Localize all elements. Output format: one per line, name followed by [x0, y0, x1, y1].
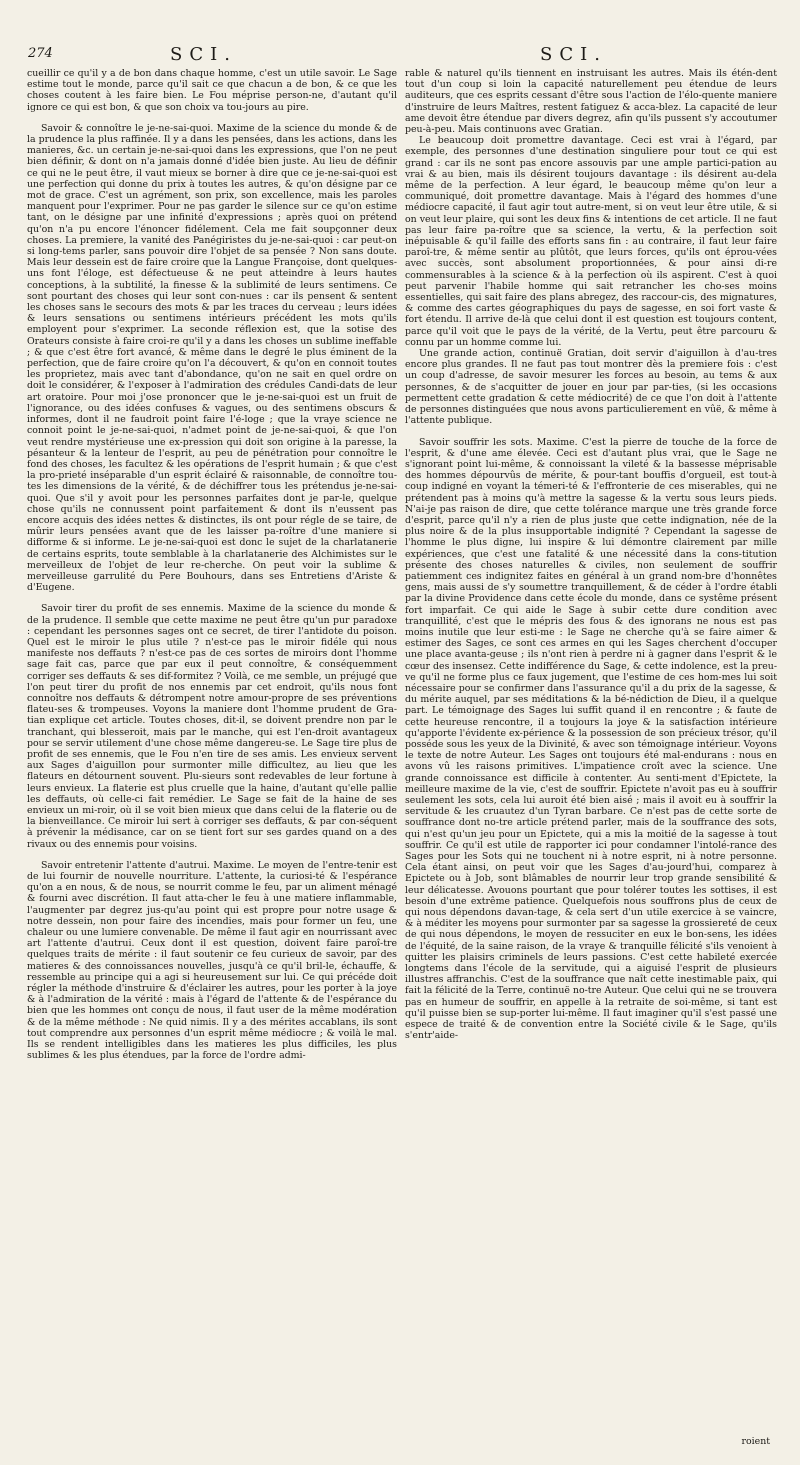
paragraph: Savoir entretenir l'attente d'autrui. Maxime. Le moyen de l'entre-tenir est de lui fournir de nouvelle nourriture. L'attente, la curiosi-té & l'espérance qu'on a en nous, & de nous, se nourrit comme le feu, par un aliment ménagé & fourni avec discrétion. Il faut atta-cher le feu à une matiere inflammable, l'augmenter par degrez jus-qu'au point qui est propre pour notre usage & notre dessein, non pour faire des incendies, mais pour former un feu, une chaleur ou une lumiere convenable. De même il faut agir en nourrissant avec art l'attente d'autrui. Ceux dont il est question, doivent faire paroî-tre quelques traits de mérite : il faut soutenir ce feu curieux de savoir, par des matieres & des connoissances nouvelles, jusqu'à ce qu'il bril-le, échauffe, & ressemble au principe qui a agi si heureusement sur lui. Ce qui précéde doit régler la méthode d'instruire & d'éclairer les autres, pour les porter à la joye & à l'admiration de la vérité : mais à l'égard de l'attente & de l'espérance du bien que les hommes ont conçu de nous, il faut user de la même modération & de la même méthode : Ne quid nimis. Il y a des mérites accablans, ils sont tout comprendre aux personnes d'un esprit même médiocre ; & voilà le mal. Ils se rendent intelligibles dans les matieres les plus difficiles, les plus sublimes & les plus étendues, par la force de l'ordre admi- [27, 859, 397, 1062]
right-column [405, 68, 777, 1446]
paragraph: rable & naturel qu'ils tiennent en instruisant les autres. Mais ils étén-dent tout d'un coup si loin la capacité naturellement peu étendue de leurs auditeurs, que ces esprits cessant d'être sous l'action de l'élo-quente maniere d'instruire de leurs Maîtres, restent fatiguez & acca-blez. La capacité de leur ame devoit être étendue par divers degrez, afin qu'ils pussent s'y accoutumer peu-à-peu. Mais continuons avec Gratian. [405, 68, 777, 136]
catchword: roient [741, 1436, 770, 1447]
paragraph: Une grande action, continuë Gratian, doit servir d'aiguillon à d'au-tres encore plus grandes. Il ne faut pas tout montrer dès la premiere fois : c'est un coup d'adresse, de savoir mesurer les forces au besoin, au tems & aux personnes, & de s'acquitter de jouer en jour par par-ties, (si les occasions permettent cette gradation & cette médiocrité) de ce que l'on doit à l'attente de personnes distinguées que nous avons particulierement en vûë, & même à l'attente publique. [405, 348, 777, 427]
paragraph: Savoir souffrir les sots. Maxime. C'est la pierre de touche de la force de l'esprit, & d'une ame élevée. Ceci est d'autant plus vrai, que le Sage ne s'ignorant point lui-même, & connoissant la vileté & la bassesse méprisable des hommes dépourvûs de mérite, & pour-tant bouffis d'orgueil, est tout-à coup indigné en voyant la témeri-té & l'effronterie de ces miserables, qui ne prétendent pas à moins qu'à mettre la sagesse & la vertu sous leurs pieds. N'ai-je pas raison de dire, que cette tolérance marque une très grande force d'esprit, parce qu'il n'y a rien de plus juste que cette indignation, née de la plus noire & de la plus insupportable indignité ? Cependant la sagesse de l'homme le plus digne, lui inspire & lui démontre clairement par mille expériences, que c'est une fatalité & une nécessité dans la cons-titution présente des choses naturelles & civiles, non seulement de souffrir patiemment ces indignitez faites en général à un grand nom-bre d'honnêtes gens, mais aussi de s'y soumettre tranquillement, & de céder à l'ordre établi par la divine Providence dans cette école du monde, dans ce systême présent fort imparfait. Ce qui aide le Sage à subir cette dure condition avec tranquillité, c'est que le mépris des fous & des ignorans ne nous est pas moins inutile que leur esti-me : le Sage ne cherche qu'à se faire aimer & estimer des Sages, ce sont ces armes en qui les Sages cherchent d'occuper une place avanta-geuse ; ils n'ont rien à perdre ni à gagner dans l'esprit & le cœur des insensez. Cette indifférence du Sage, & cette indolence, est la preu-ve qu'il ne forme plus ce faux jugement, que l'estime de ces hom-mes lui soit nécessaire pour se confirmer dans l'assurance qu'il a du prix de la sagesse, & du mérite auquel, par ses méditations & la bé-nédiction de Dieu, il a quelque part. Le témoignage des Sages lui suffit quand il en rencontre ; & faute de cette heureuse rencontre, il a toujours la joye & la satisfaction intérieure qu'apporte l'évidente ex-périence & la possession de son précieux trésor, qu'il posséde sous les yeux de la Divinité, & avec son témoignage intérieur. Voyons le texte de notre Auteur. Les Sages ont toujours été mal-endurans : nous en avons vû les raisons primitives. L'impatience croît avec la science. Une grande connoissance est difficile à contenter. Au senti-ment d'Epictete, la meilleure maxime de la vie, c'est de souffrir. Epictete n'avoit pas eu à souffrir seulement les sots, cela lui auroit été bien aisé ; mais il avoit eu à souffrir la servitude & les cruautez d'un Tyran barbare. Ce n'est pas de cette sorte de souffrance dont no-tre article prétend parler, mais de la souffrance des sots, qui n'est qu'un jeu pour un Epictete, qui a mis la moitié de la sagesse à tout souffrir. Ce qu'il est utile de rapporter ici pour condamner l'intolé-rance des Sages pour les Sots qui ne touchent ni à notre esprit, ni à notre personne. Cela étant ainsi, on peut voir que les Sages d'au-jourd'hui, comparez à Epictete ou à Job, sont blâmables de nourrir leur trop grande sensibilité & leur délicatesse. Avouons pourtant que pour tolérer toutes les sottises, il est besoin d'une extrême patience. Quelquefois nous souffrons plus de ceux de qui nous dépendons davan-tage, & cela sert d'un utile exercice à se vaincre, & à méditer les moyens pour surmonter par sa sagesse la grossiereté de ceux de qui nous dépendons, le moyen de ressuciter en eux le bon-sens, les idées de l'équité, de la saine raison, de la vraye & tranquille félicité s'ils venoient à quitter les plaisirs criminels de leurs passions. C'est cette habileté exercée longtems dans l'école de la servitude, qui a aiguisé l'esprit de plusieurs illustres affranchis. C'est de la souffrance que naît cette inestimable paix, qui fait la félicité de la Terre, continuë no-tre Auteur. Que celui qui ne se trouvera pas en humeur de souffrir, en appelle à la retraite de soi-même, si tant est qu'il puisse bien se sup-porter lui-même. Il faut imaginer qu'il s'est passé une espece de traité & de convention entre la Société civile & le Sage, qu'ils s'entr'aide- [405, 436, 777, 1042]
page-number: 274 [28, 46, 53, 61]
paragraph: Savoir tirer du profit de ses ennemis. Maxime de la science du monde & de la prudence. Il semble que cette maxime ne peut être qu'un pur paradoxe : cependant les personnes sages ont ce secret, de tirer l'antidote du poison. Quel est le miroir le plus utile ? n'est-ce pas le miroir fidéle qui nous manifeste nos deffauts ? n'est-ce pas de ces sortes de miroirs dont l'homme sage fait cas, parce que par eux il peut connoître, & conséquemment corriger ses deffauts & ses dif-formitez ? Voilà, ce me semble, un préjugé que l'on peut tirer du profit de nos ennemis par cet endroit, qu'ils nous font connoître nos deffauts & détrompent notre amour-propre de ses préventions flateu-ses & trompeuses. Voyons la maniere dont l'homme prudent de Gra-tian explique cet article. Toutes choses, dit-il, se doivent prendre non par le tranchant, qui blesseroit, mais par le manche, qui est l'en-droit avantageux pour se servir utilement d'une chose même dangereu-se. Le Sage tire plus de profit de ses ennemis, que le Fou n'en tire de ses amis. Les envieux servent aux Sages d'aiguillon pour surmonter mille difficultez, au lieu que les flateurs en détournent souvent. Plu-sieurs sont redevables de leur fortune à leurs envieux. La flaterie est plus cruelle que la haine, d'autant qu'elle pallie les deffauts, où celle-ci fait remédier. Le Sage se fait de la haine de ses envieux un mi-roir, où il se voit bien mieux que dans celui de la flaterie ou de la bienveillance. Ce miroir lui sert à corriger ses deffauts, & par con-séquent à prévenir la médisance, car on se tient fort sur ses gardes quand on a des rivaux ou des ennemis pour voisins. [27, 603, 397, 850]
paragraph: Le beaucoup doit promettre davantage. Ceci est vrai à l'égard, par exemple, des personnes d'une destination singuliere pour tout ce qui est grand : car ils ne sont pas encore assouvis par une ample partici-pation au vrai & au bien, mais ils désirent toujours davantage : ils désirent au-dela même de la perfection. A leur égard, le beaucoup même qu'on leur a communiqué, doit promettre davantage. Mais à l'égard des hommes d'une médiocre capacité, il faut agir tout autre-ment, si on veut leur être utile, & si on veut leur plaire, qui sont les deux fins & intentions de cet article. Il ne faut pas leur faire pa-roître que sa science, la vertu, & la perfection soit inépuisable & qu'il faille des efforts sans fin : au contraire, il faut leur faire paroî-tre, & même sentir au plûtôt, que leurs forces, qu'ils ont éprou-vées avec succès, sont absolument proportionnées, & pour ainsi di-re commensurables à la science & à la perfection où ils aspirent. C'est à quoi peut parvenir l'habile homme qui sait retrancher les cho-ses moins essentielles, qui sait faire des plans abregez, des raccour-cis, des mignatures, & comme des cartes géographiques du pays de sagesse, en soi fort vaste & fort étendu. Il arrive de-là que celui dont il est question est toujours content, parce qu'il voit que le pays de la vérité, de la Vertu, peut être parcouru & connu par un homme comme lui. [405, 135, 777, 348]
left-column [27, 68, 397, 1446]
paragraph: cueillir ce qu'il y a de bon dans chaque homme, c'est un utile savoir. Le Sage estime tout le monde, parce qu'il sait ce que chacun a de bon, & ce que les choses coutent à les faire bien. Le Fou méprise person-ne, d'autant qu'il ignore ce qui est bon, & que son choix va tou-jours au pire. [27, 68, 397, 113]
running-head-right: SCI. [540, 44, 607, 65]
running-head-left: SCI. [170, 44, 237, 65]
paragraph: Savoir & connoître le je-ne-sai-quoi. Maxime de la science du monde & de la prudence la plus raffinée. Il y a dans les pensées, dans les actions, dans les manieres, &c. un certain je-ne-sai-quoi dans les expressions, que l'on ne peut bien définir, & dont on n'a jamais donné d'idée bien juste. Au lieu de définir ce qui ne le peut être, il vaut mieux se borner à dire que ce je-ne-sai-quoi est une perfection qui donne du prix à toutes les autres, & qu'on désigne par ce mot de grace. C'est un agrément, son prix, son excellence, mais les paroles manquent pour l'exprimer. Pour ne pas garder le silence sur ce qu'on estime tant, on le désigne par une infinité d'expressions ; après quoi on prétend qu'on n'a pu encore l'énoncer fidélement. Cela me fait soupçonner deux choses. La premiere, la vanité des Panégiristes du je-ne-sai-quoi : car peut-on si long-tems parler, sans pouvoir dire l'objet de sa pensée ? Non sans doute. Mais leur dessein est de faire croire que la Langue Françoise, dont quelques-uns font l'éloge, est défectueuse & ne peut atteindre à leurs hautes conceptions, à la subtilité, la finesse & la sublimité de leurs sentimens. Ce sont pourtant des choses qui leur sont con-nues : car ils pensent & sentent les choses sans le secours des mots & par les traces du cerveau ; leurs idées & leurs sensations ou sentimens intérieurs précédent les mots qu'ils employent pour s'exprimer. La seconde réflexion est, que la sotise des Orateurs consiste à faire croi-re qu'il y a dans les choses un sublime ineffable ; & que c'est être fort avancé, & même dans le degré le plus éminent de la perfection, que de faire croire qu'on l'a découvert, & qu'on en connoit toutes les proprietez, mais avec tant d'abondance, qu'on ne sait en quel ordre on doit le considérer, & l'exposer à l'admiration des crédules Candi-dats de leur art oratoire. Pour moi j'ose prononcer que le je-ne-sai-quoi est un fruit de l'ignorance, ou des idées confuses & vagues, ou des sentimens obscurs & informes, dont il ne faudroit point faire l'é-loge ; que la vraye science ne connoit point le je-ne-sai-quoi, n'admet point de je-ne-sai-quoi, & que l'on veut rendre mystérieuse une ex-pression qui doit son origine à la paresse, la pésanteur & la lenteur de l'esprit, au peu de pénétration pour connoître le fond des choses, les facultez & les opérations de l'esprit humain ; & que c'est la pro-prieté inséparable d'un esprit éclairé & raisonnable, de connoître tou-tes les dimensions de la vérité, & de déchiffrer tous les prétendus je-ne-sai-quoi. Que s'il y avoit pour les personnes parfaites dont je par-le, quelque chose qu'ils ne connussent point parfaitement & dont ils n'eussent pas encore acquis des idées nettes & distinctes, ils ont pour régle de se taire, de mûrir leurs pensées avant que de les laisser pa-roître d'une maniere si difforme & si informe. Le je-ne-sai-quoi est donc le sujet de la charlatanerie de certains esprits, toute semblable à la charlatanerie des Alchimistes sur le merveilleux de l'objet de leur re-cherche. On peut voir la sublime & merveilleuse garrulité du Pere Bouhours, dans ses Entretiens d'Ariste & d'Eugene. [27, 122, 397, 594]
page-header [0, 44, 800, 68]
